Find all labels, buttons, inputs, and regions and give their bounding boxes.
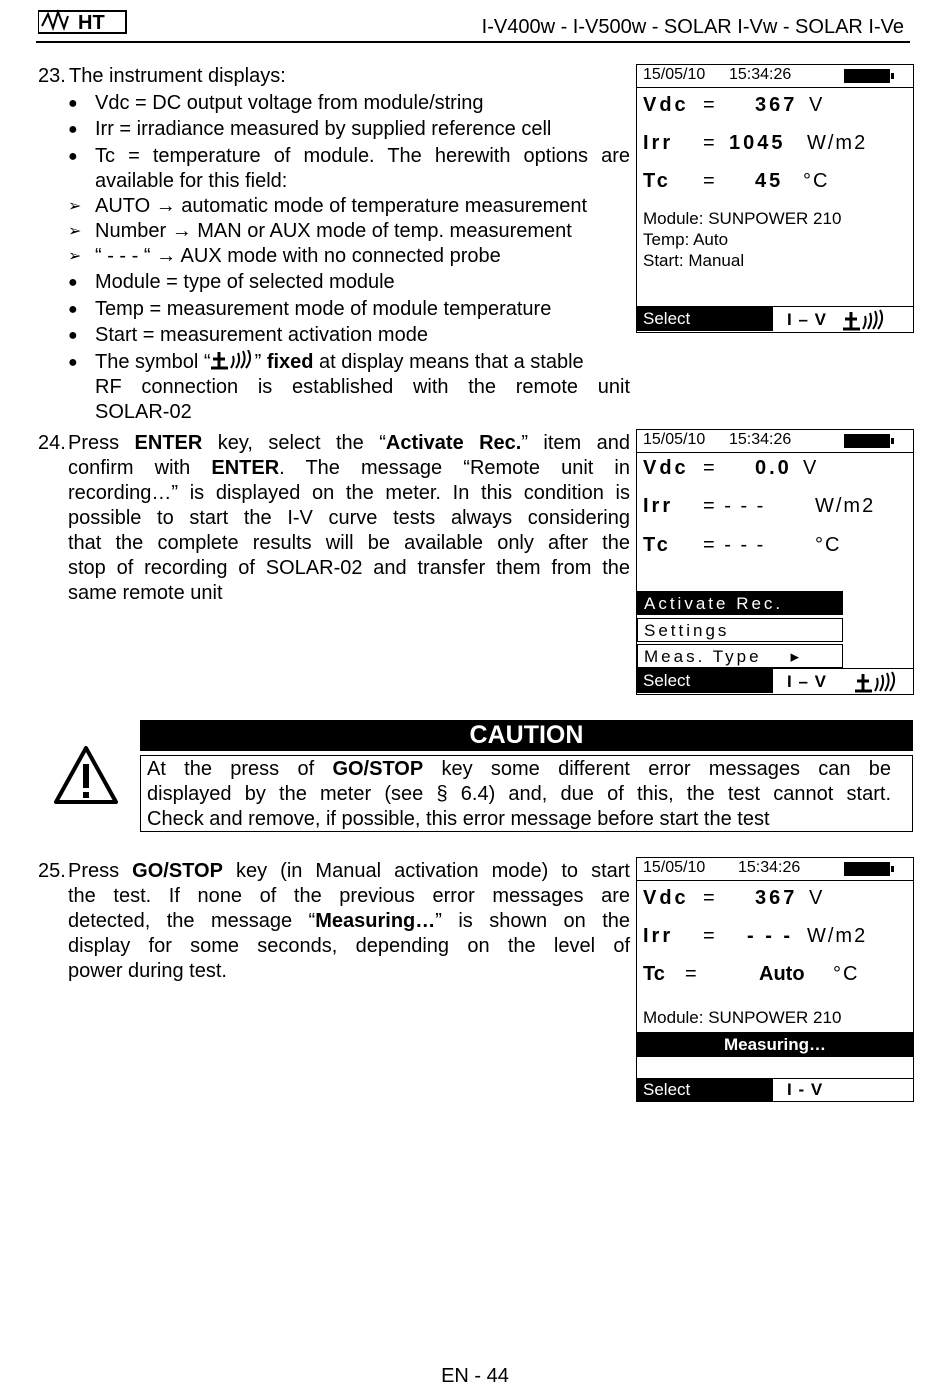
arrow-bullet-icon: ➢ — [68, 223, 82, 240]
list-item: Tc = temperature of module. The herewith options are — [95, 145, 630, 167]
time-label: 15:34:26 — [729, 66, 792, 83]
step-text — [68, 431, 630, 606]
step-text: The instrument displays: — [69, 65, 286, 87]
equals-sign: = — [685, 963, 699, 985]
list-item: SOLAR-02 — [95, 401, 192, 423]
step-number: 24. — [38, 432, 66, 454]
rf-connection-icon — [211, 350, 255, 370]
status-bar — [637, 858, 913, 881]
bullet-icon: ● — [68, 274, 78, 291]
select-softkey[interactable]: Select — [637, 669, 773, 693]
list-item: RF connection is established with the remote unit — [95, 376, 630, 398]
battery-icon — [844, 862, 890, 876]
equals-sign: = — [703, 925, 717, 947]
rf-connection-icon — [843, 309, 887, 331]
module-line: Module: SUNPOWER 210 — [643, 209, 842, 228]
mode-label: I - V — [787, 1080, 824, 1099]
temp-line: Temp: Auto — [643, 230, 729, 249]
list-item: Start = measurement activation mode — [95, 324, 428, 346]
status-bar — [637, 65, 913, 88]
rf-connection-icon — [855, 671, 899, 693]
text-line: the test. If none of the previous error messages are — [68, 885, 630, 907]
equals-sign: = — [703, 94, 717, 116]
select-softkey[interactable]: Select — [637, 1079, 773, 1101]
tc-unit: °C — [815, 534, 842, 556]
irr-value: = - - - — [703, 495, 766, 517]
softkey-bar — [637, 668, 913, 693]
bullet-icon: ● — [68, 121, 78, 138]
tc-label: Tc — [643, 170, 671, 192]
text-line: same remote unit — [68, 582, 223, 604]
status-bar — [637, 430, 913, 453]
bullet-icon: ● — [68, 95, 78, 112]
softkey-bar — [637, 306, 913, 331]
caution-box — [140, 755, 913, 832]
vdc-label: Vdc — [643, 887, 689, 909]
time-label: 15:34:26 — [729, 431, 792, 448]
bullet-icon: ● — [68, 354, 78, 371]
list-item: “ - - - “ → AUX mode with no connected probe — [95, 245, 501, 267]
bullet-icon: ● — [68, 301, 78, 318]
equals-sign: = — [703, 887, 717, 909]
irr-label: Irr — [643, 495, 674, 517]
text-line: recording…” is displayed on the meter. In this condition is — [68, 482, 630, 504]
text-line: Press GO/STOP key (in Manual activation mode) to start — [68, 860, 630, 882]
module-line: Module: SUNPOWER 210 — [643, 1008, 842, 1027]
list-item: Irr = irradiance measured by supplied reference cell — [95, 118, 552, 140]
meter-display-3 — [636, 857, 914, 1102]
text-line: that the complete results will be available only after the — [68, 532, 630, 554]
meter-display-1 — [636, 64, 914, 333]
meter-display-2 — [636, 429, 914, 695]
equals-sign: = — [703, 132, 717, 154]
tc-label: Tc — [643, 534, 671, 556]
tc-value: 45 — [755, 170, 784, 192]
vdc-unit: V — [809, 887, 825, 909]
list-item: Number → MAN or AUX mode of temp. measurement — [95, 220, 572, 242]
list-item: The symbol “ ” fixed at display means that a stable — [95, 351, 584, 373]
vdc-value: 367 — [755, 94, 798, 116]
list-item: available for this field: — [95, 170, 288, 192]
list-item: Temp = measurement mode of module temperature — [95, 298, 552, 320]
tc-unit: °C — [833, 963, 860, 985]
text-line: power during test. — [68, 960, 227, 982]
menu-item-activate-rec[interactable]: Activate Rec. — [637, 591, 843, 615]
date-label: 15/05/10 — [643, 431, 706, 448]
step-number: 25. — [38, 860, 66, 882]
vdc-value: 367 — [755, 887, 798, 909]
vdc-value: 0.0 — [755, 457, 792, 479]
irr-unit: W/m2 — [815, 495, 876, 517]
page-number: EN - 44 — [441, 1365, 509, 1387]
step-number: 23. — [38, 65, 66, 87]
bullet-icon: ● — [68, 148, 78, 165]
select-softkey[interactable]: Select — [637, 307, 773, 331]
header-divider — [36, 41, 910, 43]
irr-value: - - - — [747, 925, 794, 947]
tc-value: Auto — [759, 963, 805, 985]
vdc-label: Vdc — [643, 94, 689, 116]
softkey-bar — [637, 1078, 913, 1101]
tc-unit: °C — [803, 170, 830, 192]
text-line: Press ENTER key, select the “Activate Rec.” item and — [68, 432, 630, 454]
equals-sign: = — [703, 457, 717, 479]
irr-label: Irr — [643, 925, 674, 947]
mode-label: I – V — [787, 310, 827, 329]
irr-unit: W/m2 — [807, 925, 868, 947]
list-item: Vdc = DC output voltage from module/string — [95, 92, 484, 114]
caution-heading: CAUTION — [140, 720, 913, 751]
battery-icon — [844, 434, 890, 448]
text-line: detected, the message “Measuring…” is shown on the — [68, 910, 630, 932]
irr-label: Irr — [643, 132, 674, 154]
menu-item-settings[interactable]: Settings — [637, 618, 843, 642]
bullet-icon: ● — [68, 327, 78, 344]
start-line: Start: Manual — [643, 251, 745, 270]
text-line: stop of recording of SOLAR-02 and transfer them from the — [68, 557, 630, 579]
tc-value: = - - - — [703, 534, 766, 556]
text-line: possible to start the I-V curve tests always considering — [68, 507, 630, 529]
list-item: Module = type of selected module — [95, 271, 395, 293]
text-line: confirm with ENTER. The message “Remote unit in — [68, 457, 630, 479]
submenu-arrow-icon: ▸ — [790, 647, 802, 666]
irr-value: 1045 — [729, 132, 786, 154]
date-label: 15/05/10 — [643, 859, 706, 876]
measuring-status: Measuring… — [637, 1032, 913, 1057]
document-title: I-V400w - I-V500w - SOLAR I-Vw - SOLAR I-Ve — [481, 16, 904, 38]
caution-text: At the press of GO/STOP key some different error messages can be displayed by the meter (see § 6.4) and, due of this, the test cannot start. Check and remove, if possible, this error message before start the test — [147, 758, 892, 830]
text-line: display for some seconds, depending on the level of — [68, 935, 630, 957]
step-text — [68, 859, 630, 984]
svg-text:HT: HT — [78, 12, 105, 34]
arrow-bullet-icon: ➢ — [68, 198, 82, 215]
vdc-unit: V — [809, 94, 825, 116]
mode-label: I – V — [787, 672, 827, 691]
menu-item-meas-type[interactable]: Meas. Type ▸ — [637, 644, 843, 668]
battery-icon — [844, 69, 890, 83]
tc-label: Tc — [643, 963, 665, 985]
warning-triangle-icon — [52, 744, 120, 806]
list-item: AUTO → automatic mode of temperature measurement — [95, 195, 588, 217]
date-label: 15/05/10 — [643, 66, 706, 83]
time-label: 15:34:26 — [738, 859, 801, 876]
irr-unit: W/m2 — [807, 132, 868, 154]
vdc-label: Vdc — [643, 457, 689, 479]
ht-logo-icon — [38, 4, 130, 36]
equals-sign: = — [703, 170, 717, 192]
vdc-unit: V — [803, 457, 819, 479]
arrow-bullet-icon: ➢ — [68, 248, 82, 265]
